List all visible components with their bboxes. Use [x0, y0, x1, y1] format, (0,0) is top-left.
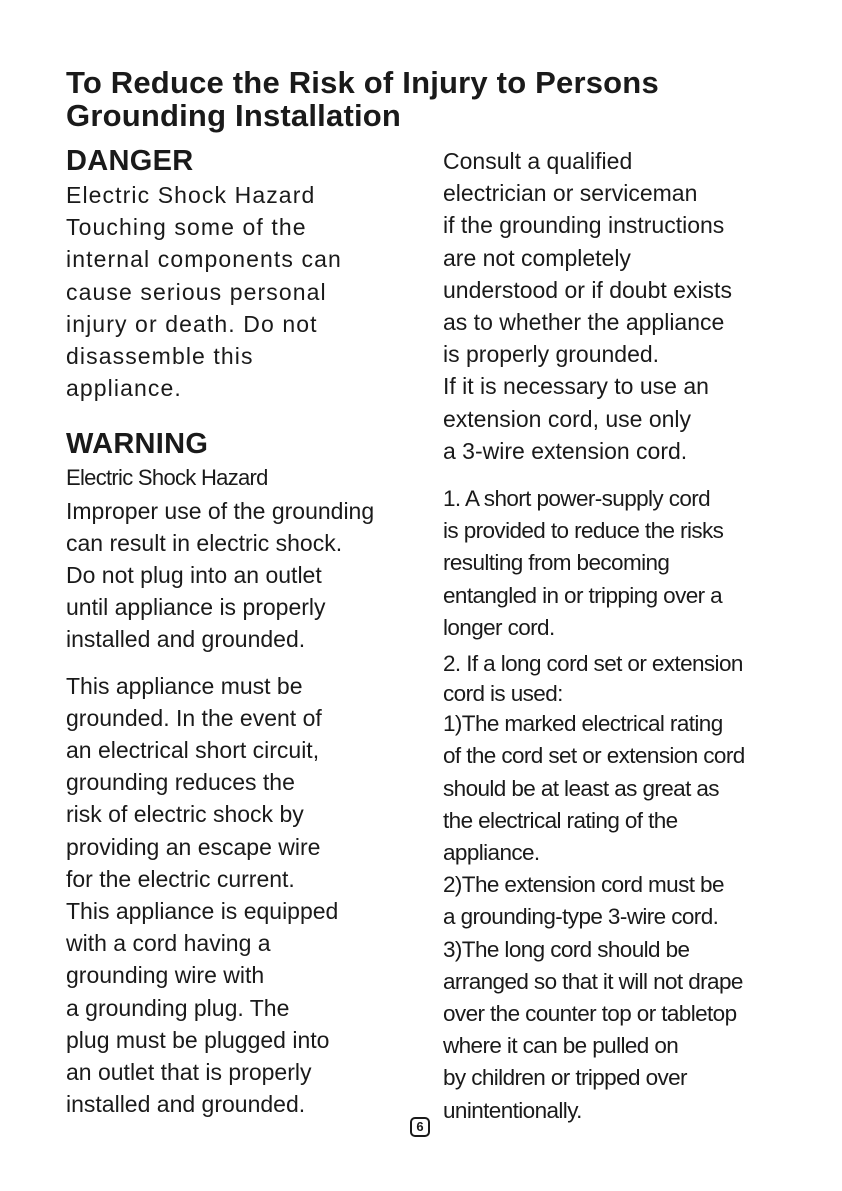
grounding-line: This appliance must be: [66, 672, 303, 699]
item-1-line: resulting from becoming: [443, 550, 670, 576]
danger-section: [66, 143, 416, 404]
consult-line: are not completely: [443, 244, 631, 271]
consult-line: extension cord, use only: [443, 405, 692, 432]
grounding-line: grounded. In the event of: [66, 704, 322, 731]
item-2-line: should be at least as great as: [443, 775, 719, 801]
grounding-line: a grounding plug. The: [66, 994, 290, 1021]
consult-paragraph: [443, 145, 803, 467]
grounding-line: plug must be plugged into: [66, 1026, 330, 1053]
item-2-line: 2)The extension cord must be: [443, 872, 724, 898]
danger-line: Electric Shock Hazard: [66, 182, 316, 208]
warning-line: until appliance is properly: [66, 594, 326, 621]
numbered-item-2: [443, 648, 803, 1127]
danger-line: disassemble this: [66, 343, 254, 370]
title-line-2: Grounding Installation: [66, 98, 402, 133]
danger-line: Touching some of the: [66, 214, 307, 241]
warning-heading: WARNING: [66, 428, 209, 461]
page-number: 6: [410, 1117, 430, 1137]
grounding-paragraph: [66, 670, 416, 1121]
item-2-line: appliance.: [443, 840, 540, 866]
item-2-line: by children or tripped over: [443, 1065, 687, 1091]
warning-section: [66, 426, 416, 655]
item-2-line: where it can be pulled on: [443, 1033, 679, 1059]
grounding-line: risk of electric shock by: [66, 801, 304, 828]
item-2-line: a grounding-type 3-wire cord.: [443, 904, 719, 930]
consult-line: understood or if doubt exists: [443, 276, 732, 303]
item-2-line: unintentionally.: [443, 1097, 582, 1123]
item-1-line: entangled in or tripping over a: [443, 582, 723, 608]
consult-line: a 3-wire extension cord.: [443, 437, 688, 464]
grounding-line: an electrical short circuit,: [66, 737, 320, 764]
item-2-line: 3)The long cord should be: [443, 936, 690, 962]
warning-subheading: Electric Shock Hazard: [66, 465, 268, 491]
grounding-line: for the electric current.: [66, 865, 295, 892]
warning-line: Do not plug into an outlet: [66, 562, 322, 589]
grounding-line: grounding reduces the: [66, 769, 295, 796]
consult-line: electrician or serviceman: [443, 180, 698, 207]
grounding-line: This appliance is equipped: [66, 898, 339, 925]
danger-line: cause serious personal: [66, 278, 327, 305]
numbered-item-1: [443, 483, 803, 644]
item-2-line: 2. If a long cord set or extension: [443, 651, 743, 677]
grounding-line: providing an escape wire: [66, 833, 321, 860]
warning-line: Improper use of the grounding: [66, 497, 375, 524]
item-1-line: 1. A short power-supply cord: [443, 486, 711, 512]
title-line-1: To Reduce the Risk of Injury to Persons: [66, 65, 659, 100]
consult-line: If it is necessary to use an: [443, 373, 709, 400]
grounding-line: an outlet that is properly: [66, 1059, 312, 1086]
consult-line: is properly grounded.: [443, 341, 660, 368]
item-2-line: over the counter top or tabletop: [443, 1001, 737, 1027]
item-2-line: 1)The marked electrical rating: [443, 711, 723, 737]
consult-line: as to whether the appliance: [443, 309, 725, 336]
danger-line: injury or death. Do not: [66, 310, 318, 337]
item-1-line: longer cord.: [443, 614, 555, 640]
grounding-line: installed and grounded.: [66, 1091, 306, 1118]
item-2-line: arranged so that it will not drape: [443, 968, 743, 994]
right-column: [443, 145, 803, 1127]
grounding-line: with a cord having a: [66, 930, 271, 957]
danger-line: internal components can: [66, 246, 342, 273]
page-title: [66, 66, 659, 132]
danger-heading: DANGER: [66, 145, 194, 177]
warning-line: can result in electric shock.: [66, 529, 343, 556]
consult-line: if the grounding instructions: [443, 212, 725, 239]
item-2-line: the electrical rating of the: [443, 807, 678, 833]
left-column: [66, 143, 416, 1120]
item-2-line: of the cord set or extension cord: [443, 743, 745, 769]
consult-line: Consult a qualified: [443, 148, 633, 174]
item-1-line: is provided to reduce the risks: [443, 518, 724, 544]
danger-line: appliance.: [66, 375, 182, 402]
grounding-line: grounding wire with: [66, 962, 265, 989]
item-2-line: cord is used:: [443, 681, 563, 707]
warning-line: installed and grounded.: [66, 626, 306, 653]
